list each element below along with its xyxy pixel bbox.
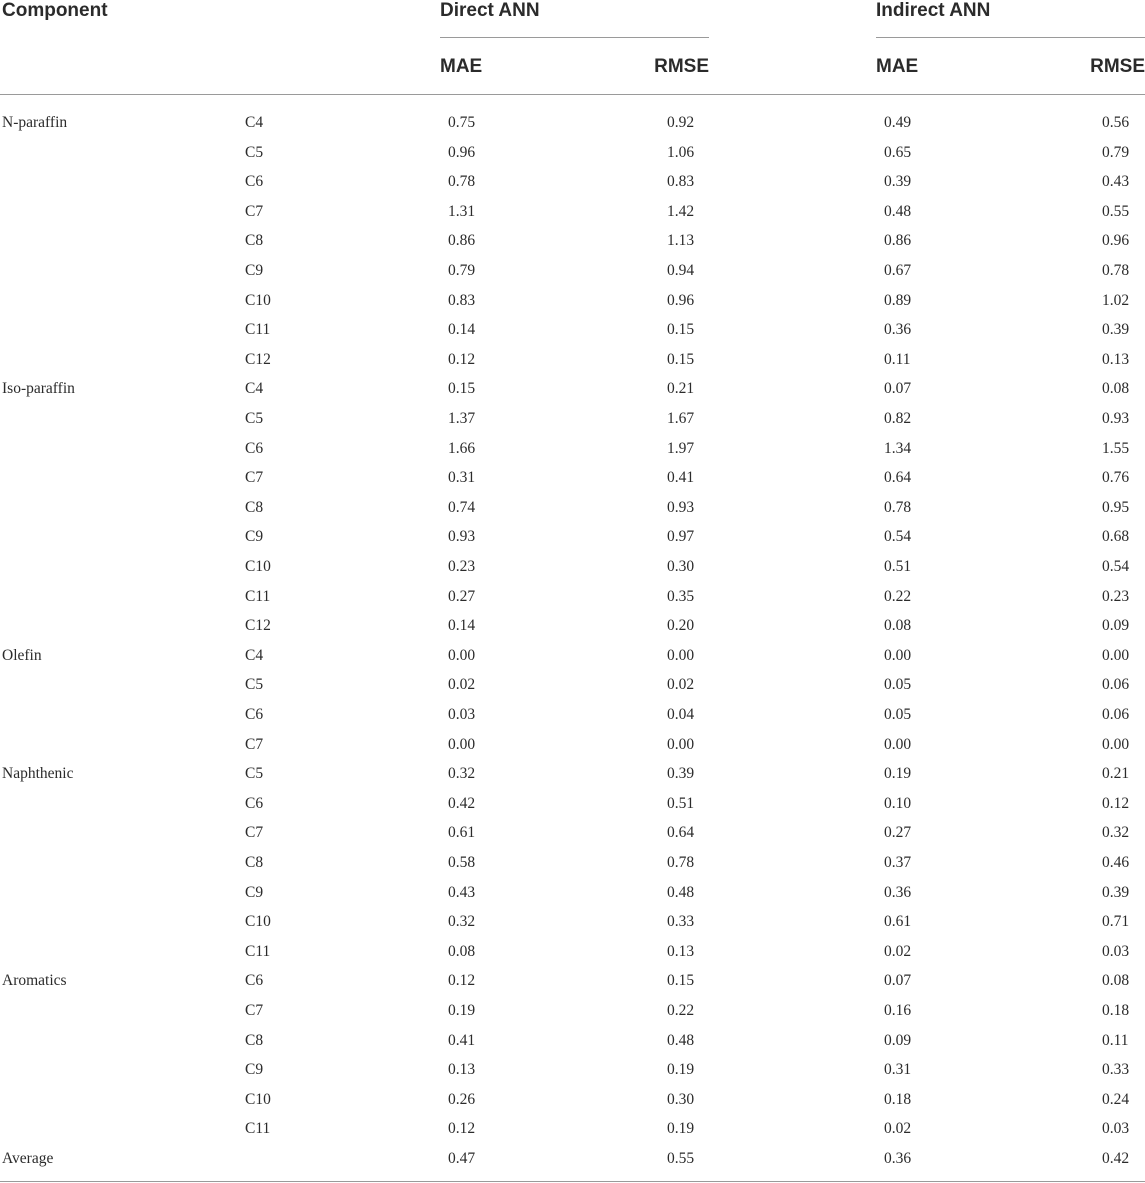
carbon-number-cell: C10 — [245, 913, 271, 931]
carbon-number-cell: C8 — [245, 854, 264, 871]
direct-rmse-cell: 0.13 — [667, 942, 695, 960]
direct-mae-cell: 0.75 — [448, 114, 476, 131]
indirect-mae-cell: 0.64 — [884, 469, 912, 487]
direct-mae-cell: 1.66 — [448, 439, 476, 457]
direct-mae-cell: 0.12 — [448, 350, 476, 368]
direct-mae-cell: 0.12 — [448, 1120, 476, 1138]
direct-rmse-cell: 0.83 — [667, 173, 695, 191]
direct-rmse-cell: 0.39 — [667, 765, 695, 783]
header-indirect-mae: MAE — [876, 56, 919, 77]
indirect-rmse-cell: 0.03 — [1102, 1120, 1130, 1138]
indirect-rmse-cell: 0.46 — [1102, 854, 1130, 871]
indirect-mae-cell: 0.16 — [884, 1002, 912, 1019]
carbon-number-cell: C9 — [245, 883, 264, 901]
direct-mae-cell: 0.12 — [448, 972, 476, 990]
carbon-number-cell: C5 — [245, 143, 264, 161]
table-bottom-rule — [0, 1181, 1145, 1182]
indirect-mae-cell: 0.36 — [884, 321, 912, 339]
direct-mae-cell: 0.19 — [448, 1002, 476, 1019]
header-direct-rmse: RMSE — [654, 56, 709, 77]
direct-rmse-cell: 0.94 — [667, 262, 695, 279]
carbon-number-cell: C5 — [245, 676, 264, 694]
direct-rmse-cell: 0.19 — [667, 1061, 695, 1079]
direct-rmse-cell: 1.67 — [667, 410, 695, 427]
direct-rmse-cell: 0.48 — [667, 1031, 695, 1049]
header-direct-ann: Direct ANN — [440, 0, 540, 21]
direct-rmse-cell: 0.19 — [667, 1120, 695, 1138]
direct-rmse-cell: 0.97 — [667, 528, 695, 546]
direct-rmse-cell: 0.92 — [667, 114, 695, 131]
direct-ann-rule — [440, 37, 709, 38]
direct-rmse-cell: 0.48 — [667, 883, 695, 901]
direct-mae-cell: 0.83 — [448, 291, 476, 309]
indirect-mae-cell: 0.61 — [884, 913, 912, 931]
direct-rmse-cell: 0.22 — [667, 1002, 695, 1019]
direct-rmse-cell: 1.97 — [667, 439, 695, 457]
indirect-mae-cell: 0.54 — [884, 528, 912, 546]
indirect-rmse-cell: 0.33 — [1102, 1061, 1130, 1079]
direct-rmse-cell: 0.64 — [667, 824, 695, 842]
carbon-number-cell: C5 — [245, 410, 264, 427]
carbon-number-cell: C7 — [245, 1002, 264, 1019]
indirect-rmse-cell: 0.76 — [1102, 469, 1130, 487]
indirect-rmse-cell: 0.39 — [1102, 883, 1130, 901]
indirect-mae-cell: 0.82 — [884, 410, 912, 427]
indirect-mae-cell: 0.86 — [884, 232, 912, 250]
carbon-number-cell: C7 — [245, 824, 264, 842]
indirect-rmse-cell: 0.78 — [1102, 262, 1130, 279]
indirect-rmse-cell: 0.12 — [1102, 794, 1130, 812]
direct-mae-cell: 0.32 — [448, 765, 476, 783]
carbon-number-cell: C11 — [245, 1120, 271, 1138]
indirect-mae-cell: 0.39 — [884, 173, 912, 191]
direct-mae-cell: 0.08 — [448, 942, 476, 960]
indirect-rmse-cell: 0.71 — [1102, 913, 1130, 931]
direct-rmse-cell: 0.04 — [667, 706, 695, 723]
component-cell: Iso-paraffin — [2, 380, 75, 398]
direct-rmse-cell: 0.15 — [667, 350, 695, 368]
carbon-number-cell: C8 — [245, 498, 264, 516]
indirect-mae-cell: 0.07 — [884, 380, 912, 398]
indirect-rmse-cell: 0.08 — [1102, 972, 1130, 990]
indirect-mae-cell: 0.05 — [884, 706, 912, 723]
carbon-number-cell: C10 — [245, 558, 271, 575]
direct-mae-cell: 0.41 — [448, 1031, 476, 1049]
indirect-rmse-cell: 0.08 — [1102, 380, 1130, 398]
indirect-mae-cell: 0.11 — [884, 350, 911, 368]
direct-mae-cell: 0.93 — [448, 528, 476, 546]
component-cell: Aromatics — [2, 972, 67, 990]
indirect-mae-cell: 0.49 — [884, 114, 912, 131]
direct-mae-cell: 1.37 — [448, 410, 476, 427]
carbon-number-cell: C6 — [245, 972, 264, 990]
header-bottom-rule — [0, 94, 1145, 95]
indirect-rmse-cell: 0.24 — [1102, 1090, 1130, 1108]
direct-mae-cell: 0.42 — [448, 794, 476, 812]
direct-mae-cell: 0.03 — [448, 706, 476, 723]
carbon-number-cell: C10 — [245, 291, 271, 309]
indirect-rmse-cell: 1.55 — [1102, 439, 1130, 457]
direct-rmse-cell: 0.96 — [667, 291, 695, 309]
indirect-mae-cell: 0.31 — [884, 1061, 912, 1079]
indirect-rmse-cell: 0.21 — [1102, 765, 1130, 783]
carbon-number-cell: C10 — [245, 1090, 271, 1108]
carbon-number-cell: C11 — [245, 321, 271, 339]
direct-rmse-cell: 0.78 — [667, 854, 695, 871]
direct-mae-cell: 0.32 — [448, 913, 476, 931]
direct-rmse-cell: 0.30 — [667, 1090, 695, 1108]
direct-mae-cell: 0.14 — [448, 321, 476, 339]
indirect-rmse-cell: 0.43 — [1102, 173, 1130, 191]
direct-mae-cell: 0.79 — [448, 262, 476, 279]
indirect-ann-rule — [876, 37, 1145, 38]
indirect-rmse-cell: 0.00 — [1102, 646, 1130, 664]
indirect-rmse-cell: 0.56 — [1102, 114, 1130, 131]
carbon-number-cell: C4 — [245, 114, 264, 131]
indirect-rmse-cell: 0.06 — [1102, 676, 1130, 694]
direct-mae-cell: 0.58 — [448, 854, 476, 871]
indirect-mae-cell: 0.00 — [884, 735, 912, 753]
carbon-number-cell: C8 — [245, 232, 264, 250]
indirect-rmse-cell: 0.54 — [1102, 558, 1130, 575]
direct-mae-cell: 0.00 — [448, 646, 476, 664]
indirect-mae-cell: 0.65 — [884, 143, 912, 161]
direct-mae-cell: 0.61 — [448, 824, 476, 842]
header-indirect-ann: Indirect ANN — [876, 0, 991, 21]
indirect-mae-cell: 0.10 — [884, 794, 912, 812]
carbon-number-cell: C8 — [245, 1031, 264, 1049]
indirect-rmse-cell: 0.79 — [1102, 143, 1130, 161]
carbon-number-cell: C6 — [245, 439, 264, 457]
indirect-mae-cell: 0.07 — [884, 972, 912, 990]
direct-mae-cell: 0.26 — [448, 1090, 476, 1108]
indirect-rmse-cell: 0.55 — [1102, 202, 1130, 220]
indirect-mae-cell: 0.05 — [884, 676, 912, 694]
carbon-number-cell: C7 — [245, 469, 264, 487]
direct-mae-cell: 0.14 — [448, 617, 476, 635]
indirect-rmse-cell: 0.42 — [1102, 1150, 1130, 1167]
direct-mae-cell: 0.47 — [448, 1150, 476, 1167]
carbon-number-cell: C9 — [245, 262, 264, 279]
header-indirect-rmse: RMSE — [1090, 56, 1145, 77]
indirect-rmse-cell: 0.95 — [1102, 498, 1130, 516]
indirect-rmse-cell: 0.23 — [1102, 587, 1130, 605]
direct-mae-cell: 0.86 — [448, 232, 476, 250]
direct-rmse-cell: 0.02 — [667, 676, 695, 694]
component-cell: Olefin — [2, 646, 42, 664]
component-cell: Naphthenic — [2, 765, 74, 783]
header-component: Component — [2, 0, 108, 21]
carbon-number-cell: C6 — [245, 794, 264, 812]
carbon-number-cell: C7 — [245, 202, 264, 220]
direct-rmse-cell: 0.15 — [667, 972, 695, 990]
direct-rmse-cell: 1.42 — [667, 202, 695, 220]
indirect-mae-cell: 0.09 — [884, 1031, 912, 1049]
direct-rmse-cell: 0.20 — [667, 617, 695, 635]
direct-mae-cell: 0.27 — [448, 587, 476, 605]
indirect-mae-cell: 0.51 — [884, 558, 912, 575]
indirect-mae-cell: 0.27 — [884, 824, 912, 842]
direct-rmse-cell: 0.93 — [667, 498, 695, 516]
direct-mae-cell: 0.23 — [448, 558, 476, 575]
direct-mae-cell: 0.96 — [448, 143, 476, 161]
carbon-number-cell: C6 — [245, 706, 264, 723]
carbon-number-cell: C4 — [245, 380, 264, 398]
direct-mae-cell: 1.31 — [448, 202, 476, 220]
indirect-mae-cell: 0.02 — [884, 942, 912, 960]
direct-mae-cell: 0.78 — [448, 173, 476, 191]
carbon-number-cell: C7 — [245, 735, 264, 753]
indirect-rmse-cell: 0.32 — [1102, 824, 1130, 842]
direct-rmse-cell: 0.21 — [667, 380, 695, 398]
indirect-rmse-cell: 0.96 — [1102, 232, 1130, 250]
direct-rmse-cell: 0.35 — [667, 587, 695, 605]
carbon-number-cell: C9 — [245, 528, 264, 546]
direct-rmse-cell: 0.41 — [667, 469, 695, 487]
indirect-mae-cell: 0.22 — [884, 587, 912, 605]
indirect-rmse-cell: 0.13 — [1102, 350, 1130, 368]
indirect-rmse-cell: 0.11 — [1102, 1031, 1129, 1049]
indirect-mae-cell: 0.48 — [884, 202, 912, 220]
direct-rmse-cell: 0.00 — [667, 646, 695, 664]
direct-mae-cell: 0.00 — [448, 735, 476, 753]
direct-rmse-cell: 1.06 — [667, 143, 695, 161]
indirect-rmse-cell: 0.93 — [1102, 410, 1130, 427]
carbon-number-cell: C5 — [245, 765, 264, 783]
indirect-mae-cell: 0.02 — [884, 1120, 912, 1138]
indirect-mae-cell: 0.37 — [884, 854, 912, 871]
direct-rmse-cell: 0.30 — [667, 558, 695, 575]
component-cell: N-paraffin — [2, 114, 68, 131]
indirect-rmse-cell: 0.39 — [1102, 321, 1130, 339]
indirect-mae-cell: 0.78 — [884, 498, 912, 516]
indirect-mae-cell: 1.34 — [884, 439, 912, 457]
direct-mae-cell: 0.74 — [448, 498, 476, 516]
direct-mae-cell: 0.15 — [448, 380, 476, 398]
indirect-rmse-cell: 0.18 — [1102, 1002, 1130, 1019]
indirect-rmse-cell: 0.00 — [1102, 735, 1130, 753]
carbon-number-cell: C11 — [245, 587, 271, 605]
indirect-rmse-cell: 0.06 — [1102, 706, 1130, 723]
indirect-rmse-cell: 0.09 — [1102, 617, 1130, 635]
indirect-mae-cell: 0.67 — [884, 262, 912, 279]
indirect-mae-cell: 0.36 — [884, 1150, 912, 1167]
direct-mae-cell: 0.02 — [448, 676, 476, 694]
direct-mae-cell: 0.43 — [448, 883, 476, 901]
carbon-number-cell: C6 — [245, 173, 264, 191]
indirect-mae-cell: 0.08 — [884, 617, 912, 635]
indirect-rmse-cell: 0.03 — [1102, 942, 1130, 960]
carbon-number-cell: C11 — [245, 942, 271, 960]
indirect-mae-cell: 0.19 — [884, 765, 912, 783]
direct-rmse-cell: 0.15 — [667, 321, 695, 339]
direct-rmse-cell: 0.51 — [667, 794, 695, 812]
indirect-rmse-cell: 0.68 — [1102, 528, 1130, 546]
carbon-number-cell: C12 — [245, 350, 271, 368]
indirect-mae-cell: 0.00 — [884, 646, 912, 664]
direct-rmse-cell: 0.00 — [667, 735, 695, 753]
indirect-mae-cell: 0.36 — [884, 883, 912, 901]
direct-rmse-cell: 1.13 — [667, 232, 695, 250]
direct-mae-cell: 0.31 — [448, 469, 476, 487]
carbon-number-cell: C12 — [245, 617, 271, 635]
direct-rmse-cell: 0.33 — [667, 913, 695, 931]
indirect-mae-cell: 0.18 — [884, 1090, 912, 1108]
carbon-number-cell: C4 — [245, 646, 264, 664]
direct-mae-cell: 0.13 — [448, 1061, 476, 1079]
component-cell: Average — [2, 1150, 54, 1167]
carbon-number-cell: C9 — [245, 1061, 264, 1079]
direct-rmse-cell: 0.55 — [667, 1150, 695, 1167]
indirect-rmse-cell: 1.02 — [1102, 291, 1130, 309]
indirect-mae-cell: 0.89 — [884, 291, 912, 309]
header-direct-mae: MAE — [440, 56, 483, 77]
